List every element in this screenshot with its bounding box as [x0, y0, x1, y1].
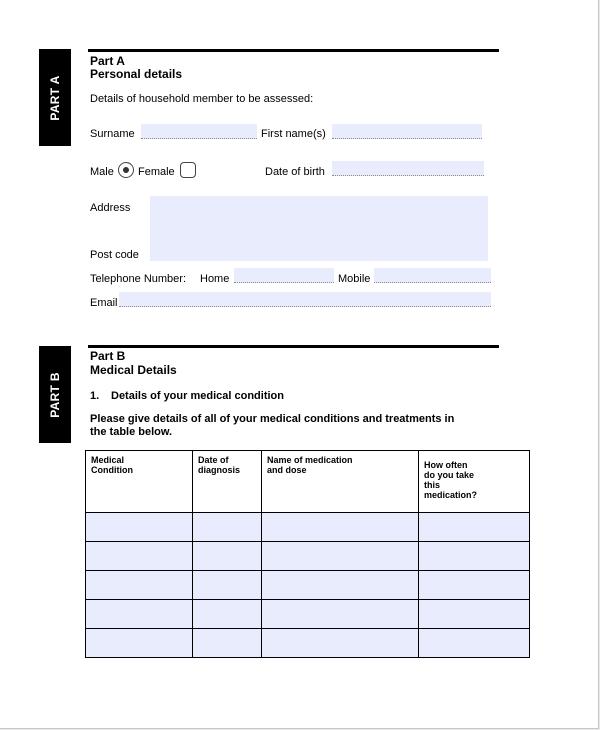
- header-medication-and-dose: Name of medication and dose: [262, 451, 419, 513]
- instruction-line-1: Please give details of all of your medical conditions and treatments in: [90, 413, 455, 425]
- cell-condition[interactable]: [86, 629, 193, 658]
- mobile-phone-field[interactable]: [374, 268, 491, 283]
- dob-label: Date of birth: [265, 166, 325, 178]
- telephone-label: Telephone Number:: [90, 273, 187, 285]
- table-row: [86, 600, 530, 629]
- cell-medication-dose[interactable]: [262, 571, 419, 600]
- cell-frequency[interactable]: [419, 513, 530, 542]
- home-phone-field[interactable]: [234, 268, 334, 283]
- cell-frequency[interactable]: [419, 629, 530, 658]
- part-a-intro: Details of household member to be assessed:: [90, 93, 314, 105]
- cell-diagnosis-date[interactable]: [193, 542, 262, 571]
- cell-frequency[interactable]: [419, 542, 530, 571]
- cell-frequency[interactable]: [419, 600, 530, 629]
- cell-medication-dose[interactable]: [262, 513, 419, 542]
- cell-diagnosis-date[interactable]: [193, 600, 262, 629]
- male-radio[interactable]: [118, 162, 134, 178]
- cell-medication-dose[interactable]: [262, 600, 419, 629]
- part-b-rule: [88, 345, 499, 348]
- header-how-often: How often do you take this medication?: [419, 451, 530, 513]
- cell-condition[interactable]: [86, 542, 193, 571]
- address-label: Address: [90, 202, 131, 214]
- header-medical-condition: Medical Condition: [86, 451, 193, 513]
- part-b-subtitle: Medical Details: [90, 363, 177, 377]
- table-body: [86, 513, 530, 658]
- table-row: [86, 542, 530, 571]
- table-row: [86, 629, 530, 658]
- cell-condition[interactable]: [86, 513, 193, 542]
- dob-field[interactable]: [332, 161, 484, 176]
- surname-label: Surname: [90, 128, 135, 140]
- section-title: Details of your medical condition: [111, 390, 284, 402]
- table-row: [86, 513, 530, 542]
- part-b-title: Part B: [90, 349, 126, 363]
- table-header-row: [86, 451, 530, 513]
- cell-diagnosis-date[interactable]: [193, 571, 262, 600]
- address-field[interactable]: [150, 196, 488, 261]
- part-b-tab-label: PART B: [48, 371, 62, 418]
- radio-selected-dot: [123, 167, 129, 173]
- header-date-of-diagnosis: Date of diagnosis: [193, 451, 262, 513]
- cell-diagnosis-date[interactable]: [193, 629, 262, 658]
- cell-frequency[interactable]: [419, 571, 530, 600]
- cell-medication-dose[interactable]: [262, 542, 419, 571]
- female-label: Female: [138, 166, 175, 178]
- mobile-label: Mobile: [338, 273, 371, 285]
- part-a-subtitle: Personal details: [90, 67, 183, 81]
- part-a-title: Part A: [90, 54, 125, 68]
- female-checkbox[interactable]: [180, 162, 196, 178]
- cell-condition[interactable]: [86, 600, 193, 629]
- section-number: 1.: [90, 390, 100, 402]
- postcode-label: Post code: [90, 249, 139, 261]
- instruction-line-2: the table below.: [90, 426, 173, 438]
- cell-medication-dose[interactable]: [262, 629, 419, 658]
- first-names-field[interactable]: [332, 124, 482, 139]
- cell-diagnosis-date[interactable]: [193, 513, 262, 542]
- surname-field[interactable]: [141, 124, 257, 139]
- cell-condition[interactable]: [86, 571, 193, 600]
- medical-conditions-table: [85, 450, 530, 658]
- part-b-tab: [39, 346, 71, 443]
- table-row: [86, 571, 530, 600]
- email-label: Email: [90, 297, 118, 309]
- part-a-rule: [88, 49, 499, 52]
- home-label: Home: [200, 273, 230, 285]
- email-field[interactable]: [119, 292, 491, 307]
- first-names-label: First name(s): [261, 128, 326, 140]
- part-a-tab: [39, 49, 71, 146]
- part-a-tab-label: PART A: [48, 74, 62, 121]
- male-label: Male: [90, 166, 114, 178]
